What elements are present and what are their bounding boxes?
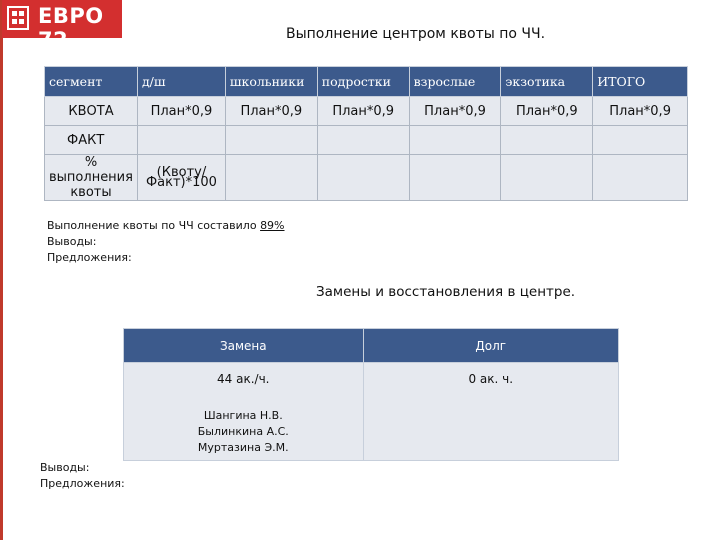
proposals-label: Предложения: <box>47 251 132 264</box>
fact-cell <box>317 126 409 155</box>
replacement-names <box>125 408 362 456</box>
teacher-name: Былинкина А.С. <box>197 425 289 438</box>
fact-cell <box>137 126 225 155</box>
replacements-header-row <box>124 329 619 363</box>
header-debt: Долг <box>363 329 618 363</box>
debt-hours: 0 ак. ч. <box>468 372 514 386</box>
percent-cell <box>501 155 593 201</box>
conclusions-label: Выводы: <box>40 461 90 474</box>
header-teenagers: подростки <box>317 67 409 97</box>
percent-cell <box>225 155 317 201</box>
teacher-name: Муртазина Э.М. <box>197 441 289 454</box>
fact-cell <box>409 126 501 155</box>
percent-label: % выполнения квоты <box>45 155 138 201</box>
quota-cell: План*0,9 <box>137 97 225 126</box>
replacement-hours: 44 ак./ч. <box>217 372 270 386</box>
quota-percent: 89% <box>260 219 285 232</box>
logo-mark-icon <box>7 6 29 30</box>
header-schoolchildren: школьники <box>225 67 317 97</box>
quota-cell: План*0,9 <box>593 97 688 126</box>
replacements-table <box>123 328 619 461</box>
quota-notes <box>47 218 285 266</box>
fact-row <box>45 126 688 155</box>
replacement-cell <box>124 363 364 461</box>
quota-cell: План*0,9 <box>501 97 593 126</box>
replacement-notes <box>40 460 125 492</box>
percent-cell <box>409 155 501 201</box>
left-accent-rule <box>0 0 3 540</box>
header-preschool: д/ш <box>137 67 225 97</box>
header-segment: сегмент <box>45 67 138 97</box>
fact-cell <box>593 126 688 155</box>
percent-cell <box>593 155 688 201</box>
conclusions-label: Выводы: <box>47 235 97 248</box>
header-adults: взрослые <box>409 67 501 97</box>
percent-cell <box>317 155 409 201</box>
page-title: Выполнение центром квоты по ЧЧ. <box>286 26 546 42</box>
quota-header-row <box>45 67 688 97</box>
percent-row <box>45 155 688 201</box>
replacements-row <box>124 363 619 461</box>
logo-text: ЕВРО 72 <box>38 4 104 52</box>
header-exotic: экзотика <box>501 67 593 97</box>
quota-cell: План*0,9 <box>317 97 409 126</box>
quota-table <box>44 66 688 201</box>
header-replacement: Замена <box>124 329 364 363</box>
quota-row <box>45 97 688 126</box>
teacher-name: Шангина Н.В. <box>203 409 283 422</box>
quota-label: КВОТА <box>45 97 138 126</box>
percent-formula: (Квоту/Факт)*100 <box>137 155 225 201</box>
quota-cell: План*0,9 <box>225 97 317 126</box>
quota-summary: Выполнение квоты по ЧЧ составило 89% <box>47 219 285 232</box>
company-logo <box>2 0 122 52</box>
proposals-label: Предложения: <box>40 477 125 490</box>
fact-cell <box>501 126 593 155</box>
header-total: ИТОГО <box>593 67 688 97</box>
debt-cell <box>363 363 618 461</box>
section-title: Замены и восстановления в центре. <box>316 284 576 300</box>
quota-cell: План*0,9 <box>409 97 501 126</box>
fact-cell <box>225 126 317 155</box>
fact-label: ФАКТ <box>45 126 138 155</box>
